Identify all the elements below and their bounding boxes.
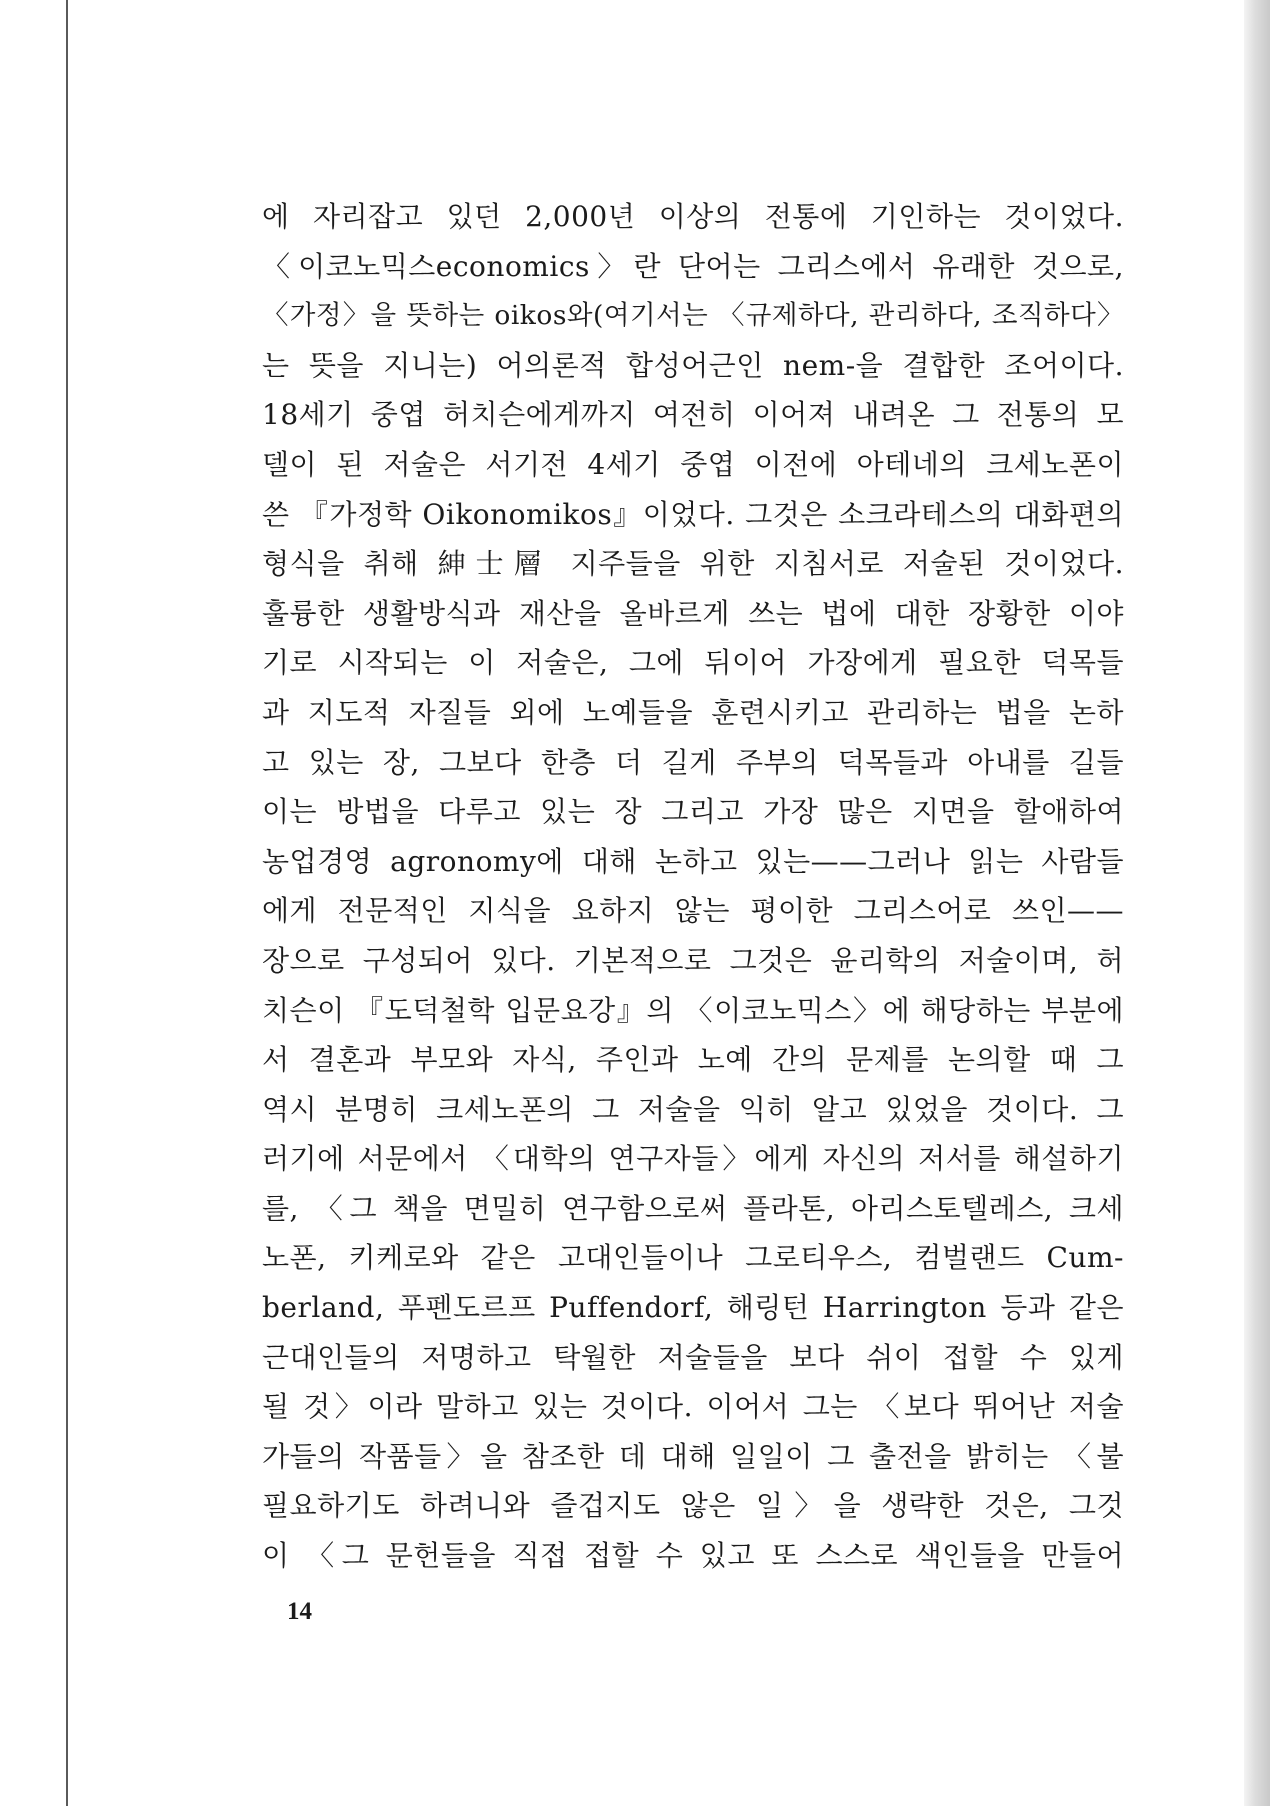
page-left-edge <box>66 0 68 1806</box>
text-line: 훌륭한 생활방식과 재산을 올바르게 쓰는 법에 대한 장황한 이야 <box>262 596 1124 630</box>
text-line: 과 지도적 자질들 외에 노예들을 훈련시키고 관리하는 법을 논하 <box>262 695 1124 729</box>
page-number: 14 <box>287 1598 312 1625</box>
text-line: 쓴 『가정학 Oikonomikos』이었다. 그것은 소크라테스의 대화편의 <box>262 497 1124 531</box>
text-line: 장으로 구성되어 있다. 기본적으로 그것은 윤리학의 저술이며, 허 <box>262 943 1124 977</box>
text-line: 러기에 서문에서 〈대학의 연구자들〉에게 자신의 저서를 해설하기 <box>262 1142 1124 1176</box>
text-line: 〈이코노믹스economics〉란 단어는 그리스에서 유래한 것으로, <box>262 249 1124 283</box>
text-line: 〈가정〉을 뜻하는 oikos와(여기서는 〈규제하다, 관리하다, 조직하다〉 <box>262 300 1124 332</box>
body-text <box>262 192 1124 1581</box>
text-line: 치슨이 『도덕철학 입문요강』의 〈이코노믹스〉에 해당하는 부분에 <box>262 993 1124 1027</box>
text-line: 에 자리잡고 있던 2,000년 이상의 전통에 기인하는 것이었다. <box>262 200 1124 233</box>
text-line: 18세기 중엽 허치슨에게까지 여전히 이어져 내려온 그 전통의 모 <box>262 398 1124 432</box>
text-line: berland, 푸펜도르프 Puffendorf, 해링턴 Harrington 등과 같은 <box>262 1291 1124 1325</box>
text-line: 노폰, 키케로와 같은 고대인들이나 그로티우스, 컴벌랜드 Cum- <box>262 1241 1124 1275</box>
text-line: 역시 분명히 크세노폰의 그 저술을 익히 알고 있었을 것이다. 그 <box>262 1092 1124 1126</box>
text-line: 농업경영 agronomy에 대해 논하고 있는——그러나 읽는 사람들 <box>262 844 1124 878</box>
text-line: 에게 전문적인 지식을 요하지 않는 평이한 그리스어로 쓰인—— <box>262 894 1124 928</box>
text-line: 를, 〈그 책을 면밀히 연구함으로써 플라톤, 아리스토텔레스, 크세 <box>262 1191 1124 1225</box>
text-line: 기로 시작되는 이 저술은, 그에 뒤이어 가장에게 필요한 덕목들 <box>262 646 1124 680</box>
page-right-shadow <box>1244 0 1270 1806</box>
text-line: 형식을 취해 紳士層 지주들을 위한 지침서로 저술된 것이었다. <box>262 547 1124 581</box>
text-line: 는 뜻을 지니는) 어의론적 합성어근인 nem-을 결합한 조어이다. <box>262 348 1124 382</box>
text-line: 가들의 작품들〉을 참조한 데 대해 일일이 그 출전을 밝히는 〈불 <box>262 1439 1124 1473</box>
text-line: 근대인들의 저명하고 탁월한 저술들을 보다 쉬이 접할 수 있게 <box>262 1340 1124 1374</box>
text-line: 이는 방법을 다루고 있는 장 그리고 가장 많은 지면을 할애하여 <box>262 795 1124 829</box>
text-line: 서 결혼과 부모와 자식, 주인과 노예 간의 문제를 논의할 때 그 <box>262 1043 1124 1077</box>
text-line: 델이 된 저술은 서기전 4세기 중엽 이전에 아테네의 크세노폰이 <box>262 447 1124 481</box>
text-line: 될 것〉이라 말하고 있는 것이다. 이어서 그는 〈보다 뛰어난 저술 <box>262 1390 1124 1424</box>
text-line: 고 있는 장, 그보다 한층 더 길게 주부의 덕목들과 아내를 길들 <box>262 745 1124 779</box>
text-line: 필요하기도 하려니와 즐겁지도 않은 일〉을 생략한 것은, 그것 <box>262 1489 1124 1523</box>
text-line: 이 〈그 문헌들을 직접 접할 수 있고 또 스스로 색인들을 만들어 <box>262 1539 1124 1573</box>
